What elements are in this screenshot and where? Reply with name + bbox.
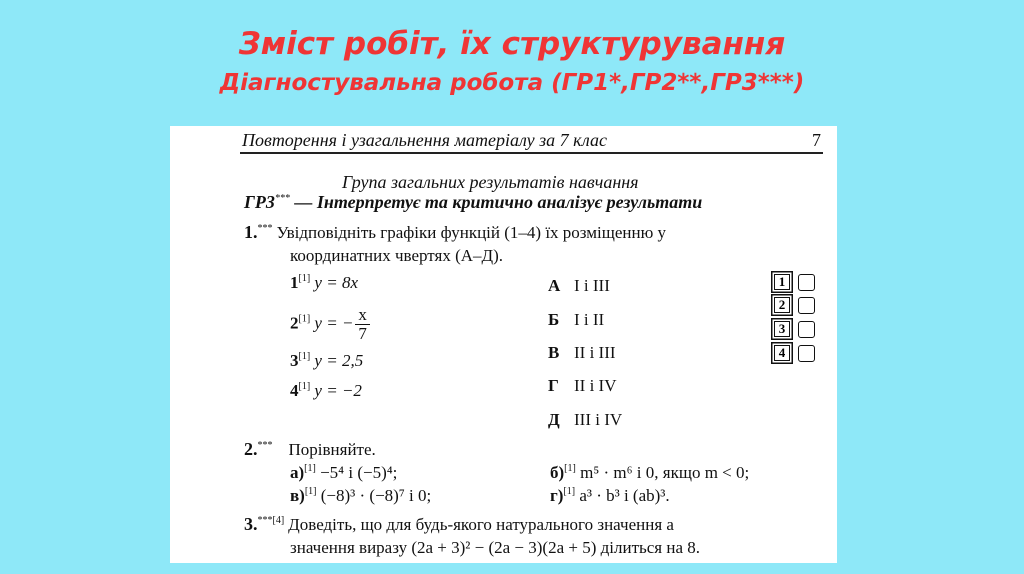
function-4-sup: [1] — [298, 381, 311, 392]
q3-text-line2: значення виразу (2a + 3)² − (2a − 3)(2a + 5) ділиться на 8. — [290, 538, 701, 557]
q3-number: 3. — [244, 514, 258, 534]
q2-a-sup: [1] — [304, 463, 316, 474]
q1-text-line1: Увідповідніть графіки функцій (1–4) їх розміщенню у — [276, 223, 667, 242]
function-1-sup: [1] — [298, 273, 311, 284]
function-2-sup: [1] — [298, 313, 311, 325]
q2-b-sup: [1] — [564, 463, 576, 474]
option-b-letter: Б — [548, 310, 560, 329]
q2-g-sup: [1] — [563, 486, 576, 497]
q2-b-text: m⁵ · m⁶ і 0, якщо m < 0; — [575, 463, 750, 482]
answer-box-4[interactable]: 4 — [774, 345, 790, 361]
q3-stars: ***[4] — [257, 515, 285, 526]
q2-stars: *** — [257, 440, 273, 451]
fraction-denominator: 7 — [358, 324, 367, 343]
function-4-expr: y = −2 — [314, 381, 362, 400]
q2-item-v — [290, 486, 431, 506]
option-v-text: II і III — [574, 343, 616, 362]
group-stars: *** — [274, 193, 290, 204]
function-2-number: 2 — [290, 313, 299, 333]
group-description: — Інтерпретує та критично аналізує результати — [289, 192, 703, 212]
q2-a-text: −5⁴ і (−5)⁴; — [315, 463, 398, 482]
q2-prompt: Порівняйте. — [288, 440, 376, 459]
slide-title: Зміст робіт, їх структурування — [238, 26, 786, 62]
option-v-letter: В — [548, 343, 560, 362]
option-b-text: I і II — [574, 310, 605, 329]
answer-slot-1[interactable] — [798, 274, 815, 291]
q2-line — [244, 439, 376, 460]
answer-slot-4[interactable] — [798, 345, 815, 362]
option-d-text: III і IV — [574, 410, 623, 429]
option-a-letter: А — [548, 276, 561, 295]
function-1-number: 1 — [290, 273, 299, 292]
q1-stars: *** — [257, 223, 273, 234]
q3-line1 — [244, 514, 674, 535]
q2-item-a — [290, 463, 397, 483]
option-b — [548, 310, 604, 330]
q2-g-text: a³ · b³ і (ab)³. — [575, 486, 670, 505]
q2-g-label: г) — [550, 486, 564, 505]
option-g-letter: Г — [548, 376, 559, 395]
q2-v-label: в) — [290, 486, 305, 505]
option-a — [548, 276, 610, 296]
q3-text-line1: Доведіть, що для будь-якого натурального значення a — [288, 515, 674, 534]
group-line — [244, 192, 702, 213]
q1-line1 — [244, 222, 666, 243]
slide-subtitle: Діагностувальна робота (ГР1*,ГР2**,ГР3***) — [219, 70, 805, 96]
q2-number: 2. — [244, 439, 258, 459]
option-v — [548, 343, 616, 363]
page-number: 7 — [812, 130, 821, 150]
q2-b-label: б) — [550, 463, 565, 482]
function-1-expr: y = 8x — [314, 273, 358, 292]
answer-box-2[interactable]: 2 — [774, 297, 790, 313]
q2-item-g — [550, 486, 670, 506]
option-g-text: II і IV — [574, 376, 617, 395]
function-3-expr: y = 2,5 — [314, 351, 364, 370]
q2-v-sup: [1] — [304, 486, 317, 497]
function-3-sup: [1] — [298, 351, 311, 362]
function-3 — [290, 351, 363, 371]
page-header: Повторення і узагальнення матеріалу за 7 клас — [242, 130, 607, 150]
function-3-number: 3 — [290, 351, 299, 370]
function-4-number: 4 — [290, 381, 299, 400]
worksheet-page — [170, 126, 837, 563]
function-2-fraction — [355, 306, 370, 343]
function-4 — [290, 381, 362, 401]
fraction-numerator: x — [355, 306, 370, 325]
q2-item-b — [550, 463, 749, 483]
q1-text-line2: координатних чвертях (А–Д). — [290, 246, 504, 265]
function-2 — [290, 306, 370, 343]
option-d — [548, 410, 622, 430]
answer-slot-2[interactable] — [798, 297, 815, 314]
option-a-text: I і III — [574, 276, 610, 295]
group-heading: Група загальних результатів навчання — [342, 172, 639, 192]
option-d-letter: Д — [548, 410, 560, 429]
option-g — [548, 376, 616, 396]
answer-box-3[interactable]: 3 — [774, 321, 790, 337]
q2-v-text: (−8)³ · (−8)⁷ і 0; — [316, 486, 432, 505]
function-2-expr: y = − — [314, 313, 354, 333]
q2-a-label: а) — [290, 463, 305, 482]
answer-box-1[interactable]: 1 — [774, 274, 790, 290]
header-rule — [240, 152, 823, 154]
function-1 — [290, 273, 358, 293]
group-label: ГР3 — [244, 192, 275, 212]
answer-slot-3[interactable] — [798, 321, 815, 338]
q1-number: 1. — [244, 222, 258, 242]
